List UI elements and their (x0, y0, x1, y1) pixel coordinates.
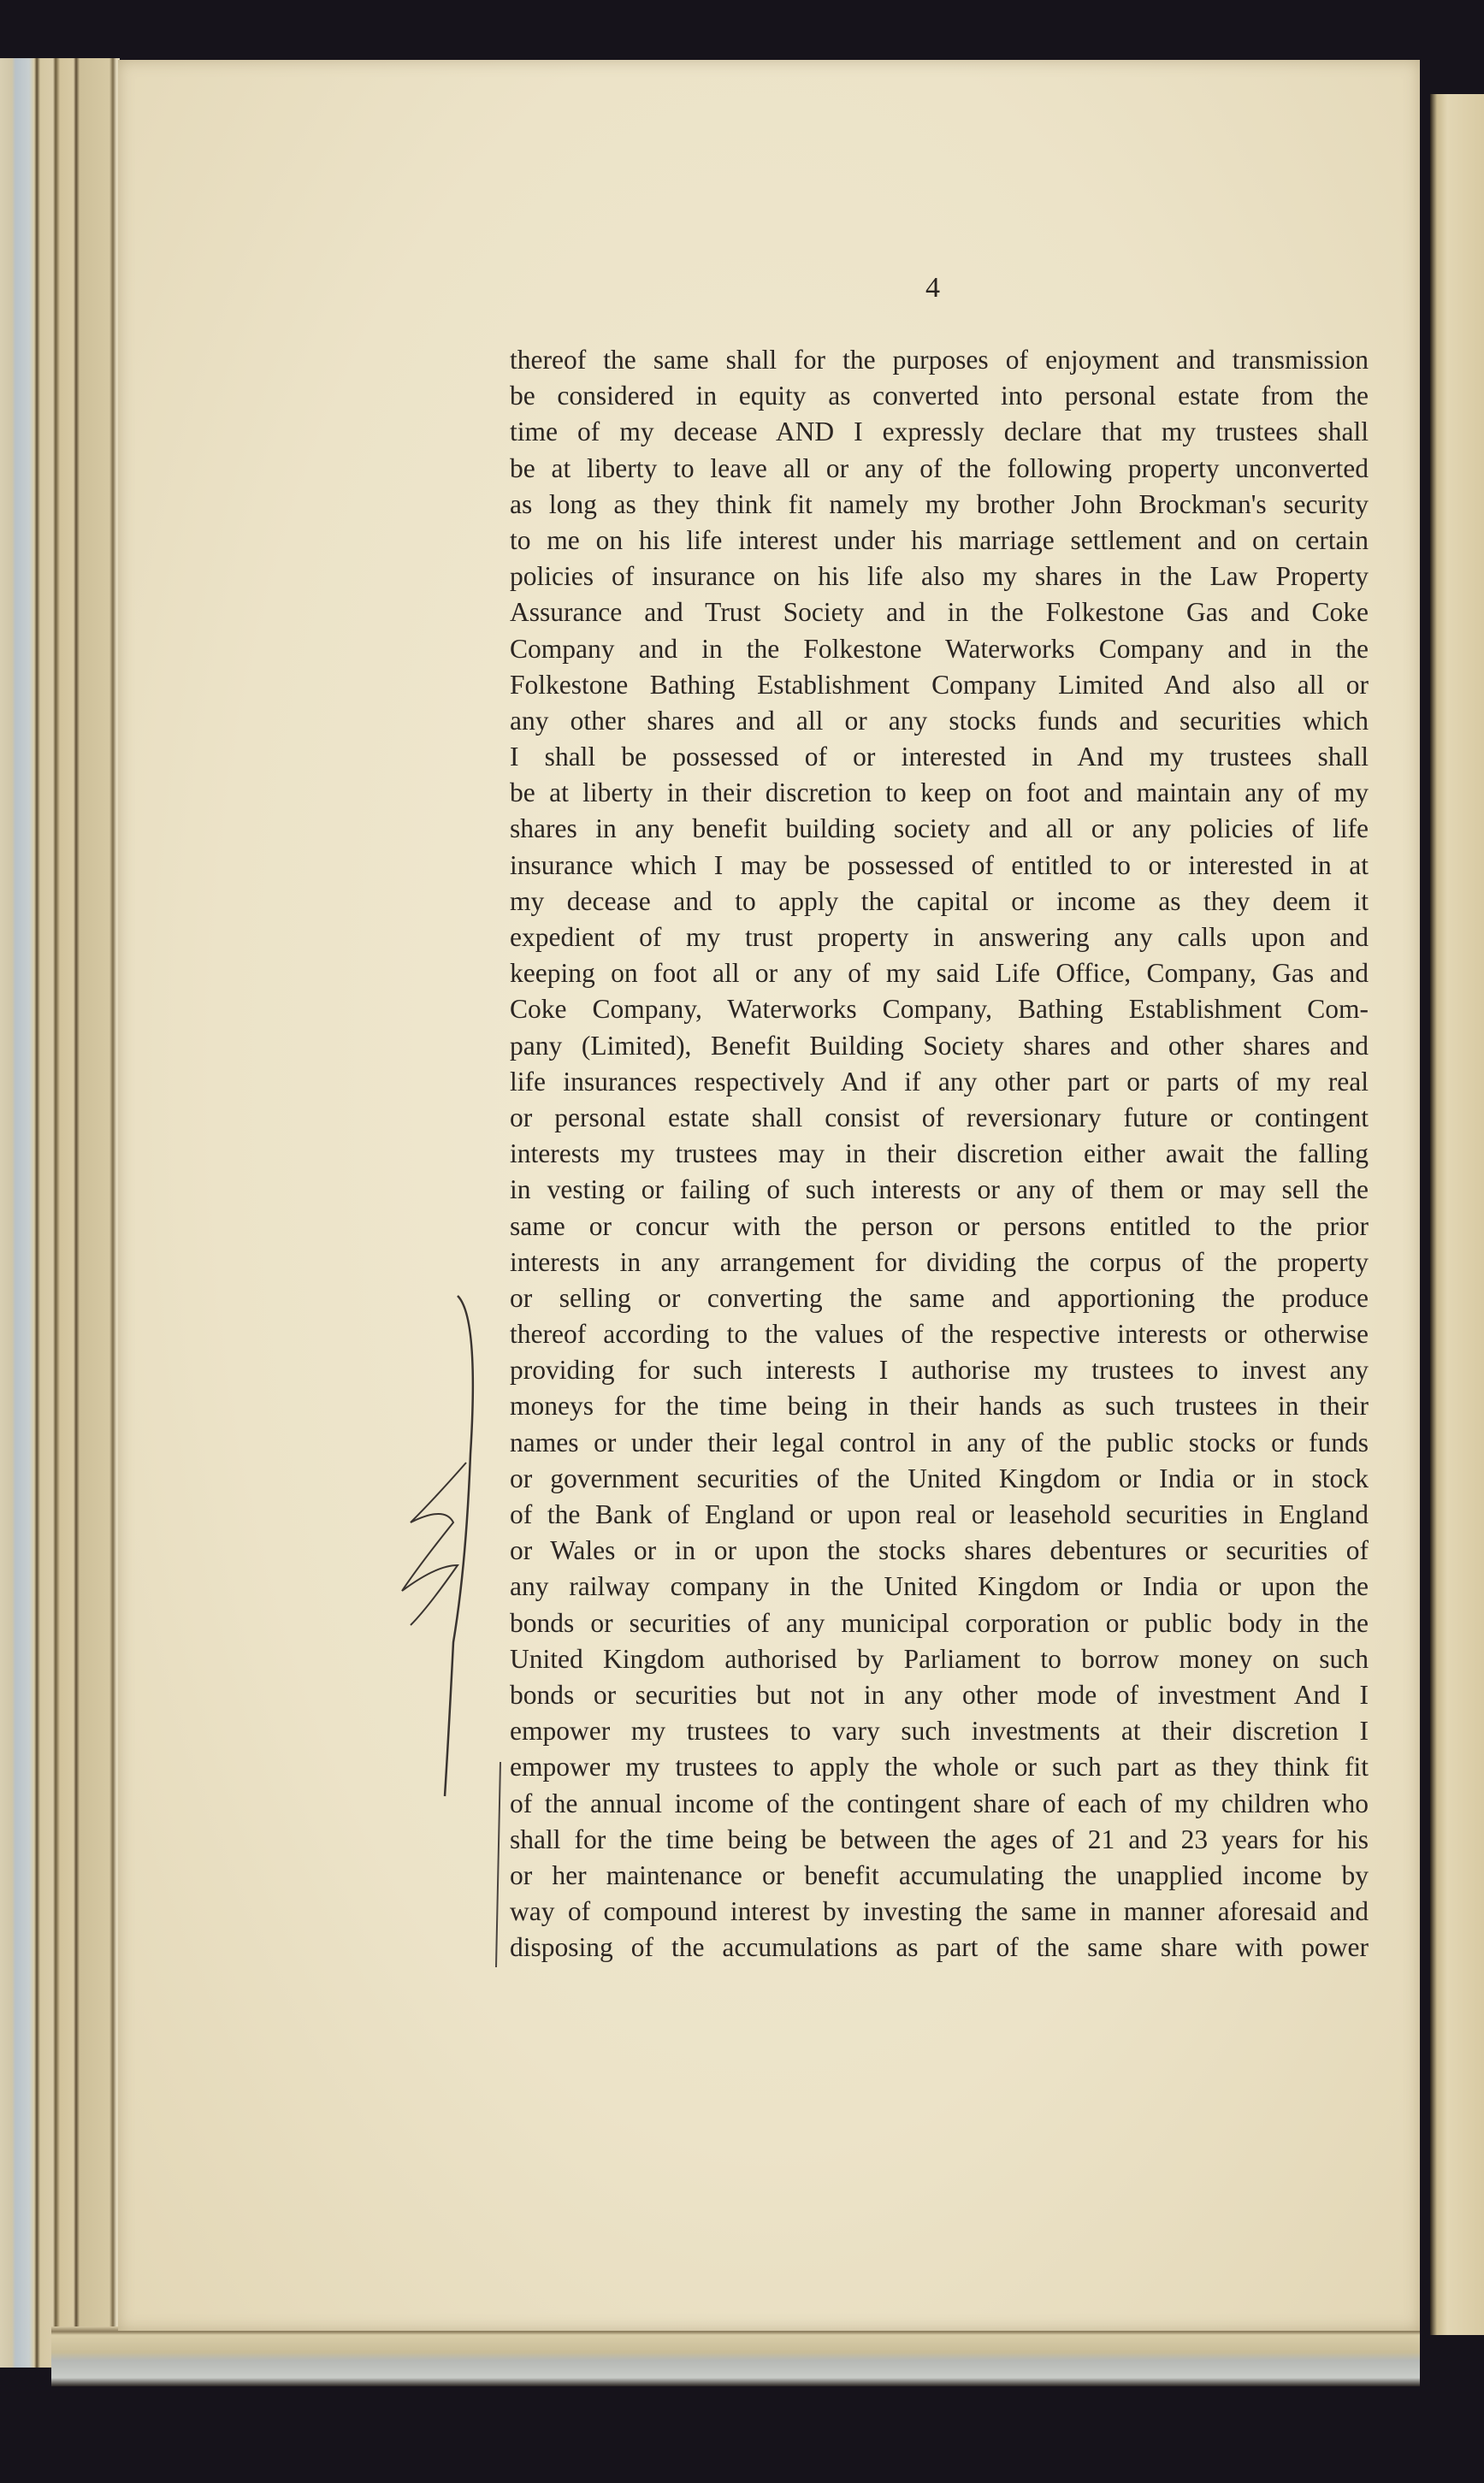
text-line-content: shall for the time being be between the ages of 21 and 23 years for his (510, 1824, 1369, 1854)
text-line (510, 1786, 1369, 1822)
text-line-content: disposing of the accumulations as part of the same share with power (510, 1932, 1369, 1963)
text-line-content: Company and in the Folkestone Waterworks Company and in the (510, 633, 1369, 664)
text-line (510, 955, 1369, 991)
text-line-content: or government securities of the United Kingdom or India or in stock (510, 1463, 1369, 1493)
text-line-content: in vesting or failing of such interests or any of them or may sell the (510, 1174, 1369, 1205)
text-line (510, 631, 1369, 667)
text-line (510, 1749, 1369, 1785)
text-line (510, 523, 1369, 559)
text-line-content: Assurance and Trust Society and in the Folkestone Gas and Coke (510, 597, 1369, 628)
document-body-text (510, 342, 1369, 1966)
text-line-content: my decease and to apply the capital or income as they deem it (510, 885, 1369, 916)
text-line-content: I shall be possessed of or interested in And my trustees shall (510, 742, 1369, 772)
text-line (510, 1028, 1369, 1064)
text-line-content: empower my trustees to apply the whole or such part as they think fit (510, 1752, 1369, 1782)
text-line-content: to me on his life interest under his marriage settlement and on certain (510, 524, 1369, 555)
text-line-content: keeping on foot all or any of my said Life Office, Company, Gas and (510, 958, 1369, 989)
text-line (510, 378, 1369, 414)
text-line-content: or Wales or in or upon the stocks shares debentures or securities of (510, 1535, 1369, 1566)
text-line-content: or her maintenance or benefit accumulating the unapplied income by (510, 1859, 1369, 1890)
text-line (510, 884, 1369, 919)
text-line (510, 1461, 1369, 1497)
text-line (510, 594, 1369, 630)
text-line-content: any other shares and all or any stocks funds and securities which (510, 705, 1369, 736)
text-line-content: be at liberty in their discretion to keep on foot and maintain any of my (510, 777, 1369, 808)
text-line (510, 667, 1369, 703)
text-line-content: insurance which I may be possessed of entitled to or interested in at (510, 849, 1369, 880)
text-line-content: bonds or securities but not in any other mode of investment And I (510, 1679, 1369, 1710)
text-line-content: Coke Company, Waterworks Company, Bathing Establishment Com- (510, 994, 1369, 1025)
text-line (510, 1425, 1369, 1461)
text-line (510, 1064, 1369, 1100)
text-line (510, 1244, 1369, 1280)
text-line (510, 739, 1369, 775)
text-line (510, 487, 1369, 523)
text-line (510, 1605, 1369, 1641)
handwritten-margin-mark (385, 1283, 505, 1967)
text-line (510, 1316, 1369, 1352)
text-line-content: or selling or converting the same and apportioning the produce (510, 1282, 1369, 1313)
text-line-content: providing for such interests I authorise my trustees to invest any (510, 1355, 1369, 1386)
text-line (510, 1677, 1369, 1713)
text-line (510, 1894, 1369, 1930)
text-line (510, 1930, 1369, 1966)
text-line-content: interests my trustees may in their discretion either await the falling (510, 1138, 1369, 1169)
text-line (510, 1533, 1369, 1569)
text-line-content: of the annual income of the contingent share of each of my children who (510, 1788, 1369, 1818)
text-line-content: thereof according to the values of the respective interests or otherwise (510, 1319, 1369, 1350)
text-line-content: be considered in equity as converted into personal estate from the (510, 381, 1369, 411)
text-line (510, 703, 1369, 739)
text-line (510, 1641, 1369, 1677)
text-line-content: names or under their legal control in any of the public stocks or funds (510, 1427, 1369, 1457)
text-line (510, 342, 1369, 378)
text-line (510, 991, 1369, 1027)
text-line (510, 775, 1369, 811)
text-line-content: pany (Limited), Benefit Building Society shares and other shares and (510, 1030, 1369, 1061)
text-line-content: time of my decease AND I expressly declare that my trustees shall (510, 417, 1369, 447)
page-bottom-edges (51, 2326, 1420, 2386)
facing-page-edge (1430, 94, 1484, 2335)
text-line-content: shares in any benefit building society and all or any policies of life (510, 813, 1369, 844)
text-line-content: moneys for the time being in their hands as such trustees in their (510, 1391, 1369, 1422)
page-number: 4 (925, 272, 940, 304)
text-line (510, 811, 1369, 847)
text-line-content: same or concur with the person or persons entitled to the prior (510, 1210, 1369, 1241)
text-line (510, 1569, 1369, 1605)
text-line-content: life insurances respectively And if any other part or parts of my real (510, 1066, 1369, 1097)
text-line-content: policies of insurance on his life also my shares in the Law Property (510, 561, 1369, 592)
text-line (510, 451, 1369, 487)
text-line-content: expedient of my trust property in answering any calls upon and (510, 922, 1369, 952)
text-line-content: or personal estate shall consist of reversionary future or contingent (510, 1102, 1369, 1132)
text-line-content: as long as they think fit namely my brother John Brockman's security (510, 488, 1369, 519)
text-line-content: bonds or securities of any municipal corporation or public body in the (510, 1607, 1369, 1638)
text-line (510, 1388, 1369, 1424)
text-line (510, 414, 1369, 450)
text-line (510, 1822, 1369, 1858)
text-line-content: thereof the same shall for the purposes of enjoyment and transmission (510, 345, 1369, 375)
text-line-content: empower my trustees to vary such investments at their discretion I (510, 1716, 1369, 1747)
text-line (510, 1497, 1369, 1533)
text-line-content: of the Bank of England or upon real or leasehold securities in England (510, 1499, 1369, 1529)
text-line (510, 1136, 1369, 1172)
text-line (510, 1172, 1369, 1208)
text-line-content: be at liberty to leave all or any of the following property unconverted (510, 452, 1369, 483)
page-edges-stack (0, 58, 120, 2368)
text-line (510, 1209, 1369, 1244)
text-line (510, 919, 1369, 955)
text-line-content: United Kingdom authorised by Parliament to borrow money on such (510, 1643, 1369, 1674)
text-line-content: Folkestone Bathing Establishment Company Limited And also all or (510, 669, 1369, 700)
text-line (510, 1858, 1369, 1894)
text-line-content: interests in any arrangement for dividing the corpus of the property (510, 1246, 1369, 1277)
text-line (510, 848, 1369, 884)
text-line (510, 1280, 1369, 1316)
text-line (510, 1100, 1369, 1136)
text-line (510, 559, 1369, 594)
text-line (510, 1713, 1369, 1749)
text-line (510, 1352, 1369, 1388)
text-line-content: any railway company in the United Kingdom or India or upon the (510, 1571, 1369, 1602)
text-line-content: way of compound interest by investing the same in manner aforesaid and (510, 1896, 1369, 1927)
